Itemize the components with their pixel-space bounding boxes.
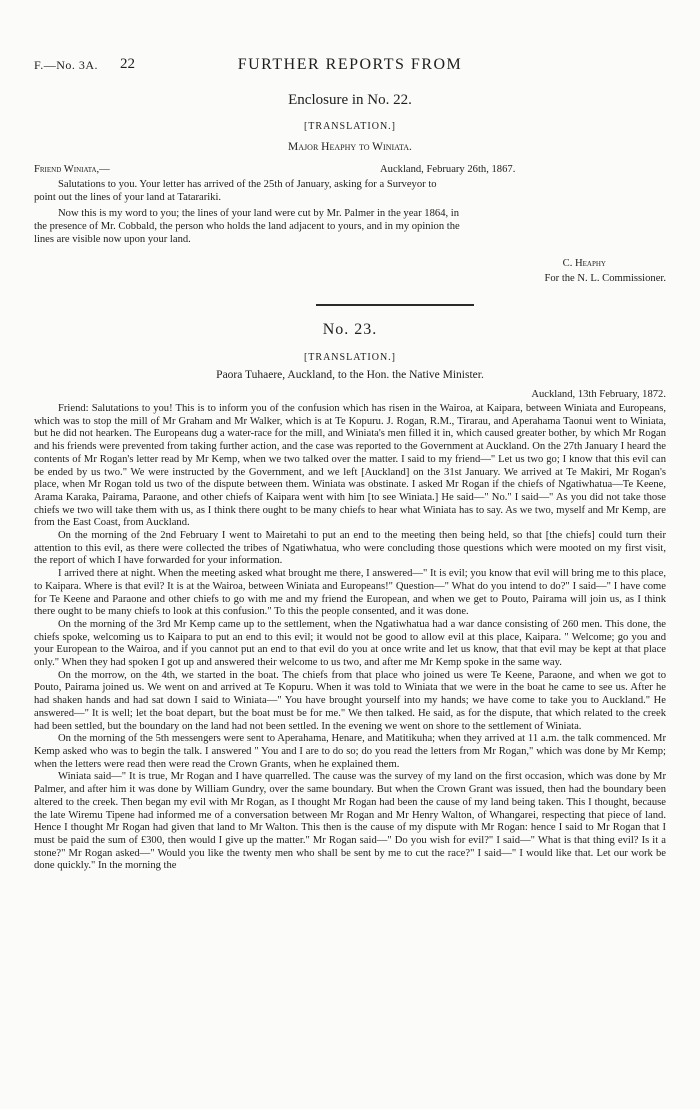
- enclosure-line: lines are visible now upon your land.: [34, 234, 191, 245]
- letter-number: No. 23.: [322, 321, 378, 338]
- enclosure-place-date: Auckland, February 26th, 1867.: [380, 164, 516, 175]
- enclosure-line: point out the lines of your land at Tatarariki.: [34, 192, 222, 203]
- page-header: [34, 56, 666, 80]
- letter-paragraph: On the morrow, on the 4th, we started in the boat. The chiefs from that place who joined us were Te Keene, Paraone, and when we got to Pouto, Pairama joined us. We went on and arrived at Te Kopuru. When it was told to Winiata that we were in the boat he came to see us. After he had shaken hands and had sat down I said to Winiata—" You have brought yourself into my hands; we have come to take you to Auckland." He answered—" It is well; let the boat depart, but the boat must be for me." We then talked. He said, as for the dispute, that which related to the creek had been settled, but the boundary on the land had not been settled. In the evening we went on shore to the settlement of Winiata.: [34, 669, 666, 732]
- letter-paragraph: On the morning of the 3rd Mr Kemp came up to the settlement, when the Ngatiwhatua had a war dance consisting of 260 men. This done, the chiefs spoke, welcoming us to Kaipara to put an end to this evil; it would not be good to allow evil at this place, Kaipara. " Welcome; go you and your European to the Wairoa, and if you cannot put an end to that evil do you at once write and let us know, that that evil may be kept at that place only." When they had spoken I got up and answered their welcome to us two, and after me Mr Kemp spoke in the same way.: [34, 618, 666, 669]
- letter-paragraph: I arrived there at night. When the meeting asked what brought me there, I answered—" It is evil; you know that evil will bring me to this place, to Kaipara. Where is that evil? It is at the Wairoa, between Winiata and Europeans!" Question—" What do you intend to do?" I said—" I have come for Te Keene and Paraone and other chiefs to go with me and my friend the European, and when we get to Pouto, Pairama will join us, as I think there ought to be many chiefs to look at this confusion." To this the people consented, and it was done.: [34, 568, 666, 618]
- enclosure-translation-label: [TRANSLATION.]: [303, 121, 397, 132]
- letter-place-date: Auckland, 13th February, 1872.: [531, 389, 666, 400]
- letter-paragraph: On the morning of the 5th messengers were sent to Aperahama, Henare, and Matitikuha; when they arrived at 11 a.m. the talk commenced. Mr Kemp asked who was to begin the talk. I answered " You and I are to do so; do you read the letters from Mr Rogan," which was done by Mr Kemp; when the letters were read then were read the Crown Grants, when he explained them.: [34, 733, 666, 770]
- enclosure-subtitle: Major Heaphy to Winiata.: [288, 141, 412, 153]
- letter-paragraph: Friend: Salutations to you! This is to inform you of the confusion which has risen in the Wairoa, at Kaipara, between Winiata and Europeans, which was to stop the mill of Mr Graham and Mr Walker, which is at Te Kopuru. J. Rogan, R.M., Tirarau, and Aperahama Taonui went to Winiata, but he did not hearken. The Europeans dug a water-race for the mill, and Winiata's men filled it in, which caused greater bother, by which Mr Rogan and his friends were prevented from taking further action, and the case was reported to the Government at Auckland. On the 27th January I heard the contents of Mr Rogan's letter read by Mr Kemp, when we two talked over the matter. I said to my friend—" Let us two go; I know that this evil can be ended by us two." We were instructed by the Government, and we left [Auckland] on the 31st January. We arrived at Te Makiri, Mr Rogan's place, when Mr Rogan told us two of the dispute between them. Winiata was obstinate. I asked Mr Rogan if the chiefs of Ngatiwhatua—Te Keene, Arama Karaka, Pairama, Paraone, and other chiefs of Kaipara went with him [to see Winiata.] He said—" No." I said—" As you did not take those chiefs we two will take them with us, as I think there ought to be many chiefs to hear what Winiata has to say. As we two, myself and Mr Kemp, are from the East Coast, from Auckland.: [34, 403, 666, 529]
- letter-paragraph: On the morning of the 2nd February I went to Mairetahi to put an end to the meeting then being held, so that [the chiefs] could turn their attention to this evil, as there were collected the tribes of Ngatiwhatua, who were concluding those questions which were mooted on my first visit, the report of which I have forwarded for your information.: [34, 530, 666, 567]
- enclosure-salutation: Friend Winiata,—: [34, 164, 110, 175]
- running-title: FURTHER REPORTS FROM: [237, 56, 463, 73]
- enclosure-line: Now this is my word to you; the lines of your land were cut by Mr. Palmer in the year 1864, in: [58, 208, 460, 219]
- letter-subtitle: Paora Tuhaere, Auckland, to the Hon. the Native Minister.: [216, 369, 484, 381]
- page-number: 22: [120, 56, 135, 72]
- signature-name: C. Heaphy: [562, 258, 606, 269]
- enclosure-title: Enclosure in No. 22.: [288, 92, 412, 108]
- letter-paragraph: Winiata said—" It is true, Mr Rogan and I have quarrelled. The cause was the survey of my land on the first occasion, which was done by Mr Palmer, and after him it was done by William Gundry, over the same boundary. But when the Crown Grant was issued, then had the boundary been altered to the creek. Then began my evil with Mr Rogan, as I thought Mr Rogan had been the cause of my land being taken. This I thought, because the late Wiremu Tipene had informed me of a conversation between Mr Rogan and Mr Henry Walton, of Whangarei, respecting that piece of land. Hence I thought Mr Rogan had given that land to Mr Walton. This then is the cause of my dispute with Mr Rogan: hence I said to Mr Rogan that I must be paid the sum of £300, then would I give up the matter." Mr Rogan said—" Do you wish for evil?" I said—" What is that thing evil? Is it a stone?" Mr Rogan asked—" Would you like the twenty men who shall be sent by me to cut the race?" I said—" I would like that. Let our work be done quickly." In the morning the: [34, 771, 666, 872]
- enclosure-line: Salutations to you. Your letter has arrived of the 25th of January, asking for a Surveyor to: [58, 179, 437, 190]
- document-reference: F.—No. 3A.: [34, 58, 99, 72]
- enclosure-line: the presence of Mr. Cobbald, the person who holds the land adjacent to yours, and in my opinion the: [34, 221, 460, 232]
- letter-body: [34, 403, 666, 873]
- section-divider: [316, 304, 474, 306]
- letter-translation-label: [TRANSLATION.]: [303, 352, 397, 363]
- signature-title: For the N. L. Commissioner.: [544, 273, 666, 284]
